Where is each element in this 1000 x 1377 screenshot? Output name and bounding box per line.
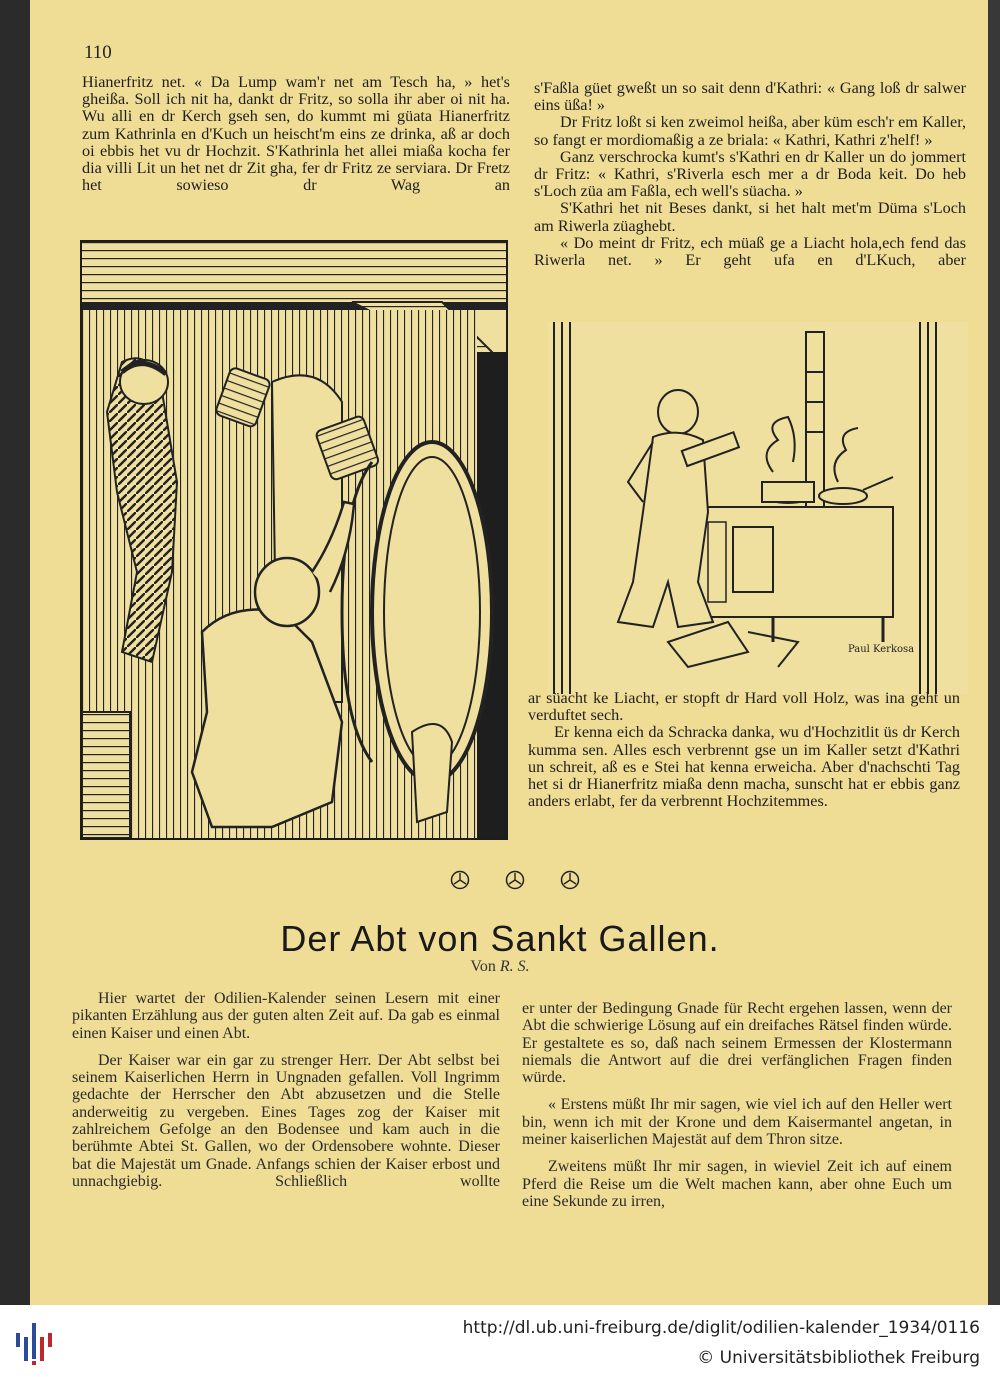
story-paragraph: Dr Fritz loßt si ken zweimol heißa, aber küm esch'r em Kaller, so fangt er mordiomaßig a ze briala: « Kathri, Kathri z'helf! » xyxy=(534,113,966,149)
byline-author: R. S. xyxy=(499,958,530,975)
story-paragraph: « Do meint dr Fritz, ech müaß ge a Liacht hola,ech fend das Riwerla net. » Er geht ufa en d'LKuch, aber xyxy=(534,233,966,270)
section-divider-ornaments xyxy=(450,870,580,892)
story-right-column xyxy=(534,80,966,269)
article-byline xyxy=(0,958,1000,976)
story-paragraph: s'Faßla güet gweßt un so sait denn d'Kathri: « Gang loß dr salwer eins üßa! » xyxy=(534,79,966,115)
story-paragraph: ar süacht ke Liacht, er stopft dr Hard voll Holz, was ina geht un verduftet sech. xyxy=(528,689,960,725)
story-left-column xyxy=(82,74,510,194)
page-number: 110 xyxy=(84,42,112,63)
trefoil-ornament-icon xyxy=(560,870,580,890)
article-title: Der Abt von Sankt Gallen. xyxy=(280,918,720,959)
article-paragraph: er unter der Bedingung Gnade für Recht ergehen lassen, wenn der Abt die schwierige Lösung auf ein dreifaches Rätsel finden würde. Er gestaltete es so, daß nach seinem Ermessen der Klostermann niemals die Antwort auf die drei verfänglichen Fragen finden würde. xyxy=(522,1000,952,1087)
illustration-signature: Paul Kerkosa xyxy=(848,644,915,655)
document-url-link[interactable]: http://dl.ub.uni-freiburg.de/diglit/odilien-kalender_1934/0116 xyxy=(462,1318,980,1338)
cellar-illustration xyxy=(80,240,508,840)
page-edge xyxy=(988,0,1000,1305)
article-paragraph: Der Kaiser war ein gar zu strenger Herr. Der Abt selbst bei seinem Kaiserlichen Herrn in Ungnaden gefallen. Voll Ingrimm gedachte der Herrscher den Abt abzusetzen und die Stelle anderweitig zu vergeben. Eines Tages zog der Kaiser mit zahlreichem Gefolge an den Bodensee und kam auch in die berühmte Abtei St. Gallen, wo der Ordensobere wohnte. Dieser bat die Majestät um Gnade. Anfangs schien der Kaiser erbost und unnachgiebig. Schließlich wollte xyxy=(72,1051,500,1190)
university-library-logo-icon xyxy=(14,1321,54,1365)
story-paragraph: Hianerfritz net. « Da Lump wam'r net am Tesch ha, » het's gheißa. Soll ich nit ha, dankt dr Fritz, so solla ihr aber oi nit ha. Wu alli en dr Kerch gseh sen, do kummt mi güata Hianerfritz zum Kathrinla en d'Kuch un heischt'm eins ze drinka, aß ar doch oi ebbis het vu dr Hochzit. S'Kathrinla het allei miaßa kocha fer dia villi Lit un het net dr Zit gha, fer dr Fritz ze serviara. Dr Fretz het sowieso dr Wag an xyxy=(82,73,510,195)
copyright-notice: © Universitätsbibliothek Freiburg xyxy=(697,1348,980,1368)
kitchen-illustration xyxy=(548,322,968,694)
article-left-column xyxy=(72,990,500,1200)
story-paragraph: Ganz verschrocka kumt's s'Kathri en dr Kaller un do jommert dr Fritz: « Kathri, s'Riverla esch mer a dr Boda keit. Do heb s'Loch züa am Faßla, ech well's süacha. » xyxy=(534,147,966,201)
story-paragraph: S'Kathri het nit Beses dankt, si het halt met'm Düma s'Loch am Riwerla züaghebt. xyxy=(534,199,966,235)
trefoil-ornament-icon xyxy=(450,870,470,890)
byline-prefix: Von xyxy=(470,958,496,975)
viewer-footer xyxy=(0,1305,1000,1377)
article-paragraph: Hier wartet der Odilien-Kalender seinen Lesern mit einer pikanten Erzählung aus der guten alten Zeit auf. Da gab es einmal einen Kaiser und einen Abt. xyxy=(72,990,500,1042)
trefoil-ornament-icon xyxy=(505,870,525,890)
article-right-column xyxy=(522,1000,952,1220)
article-paragraph: Zweitens müßt Ihr mir sagen, in wieviel Zeit ich auf einem Pferd die Reise um die Welt machen kann, aber ohne Euch um eine Sekunde zu irren, xyxy=(522,1158,952,1210)
article-paragraph: « Erstens müßt Ihr mir sagen, wie viel ich auf den Heller wert bin, wenn ich mit der Krone und dem Kaisermantel angetan, in meiner kaiserlichen Majestät auf dem Thron sitze. xyxy=(522,1096,952,1149)
cellar-woodcut-image xyxy=(82,242,506,838)
story-right-column-continued xyxy=(528,690,960,810)
story-paragraph: Er kenna eich da Schracka danka, wu d'Hochzitlit üs dr Kerch kumma sen. Alles esch verbrennt gse un im Kaller setzt d'Kathri un schreit, aß es e Stei hat kenna erweicha. Aber d'nachschti Tag het si dr Hianerfritz miaßa denn macha, sunscht hat er ebbis ganz anders erlabt, fer da verbrennt Hochzitemmes. xyxy=(528,723,960,811)
kitchen-drawing-image xyxy=(548,322,968,694)
